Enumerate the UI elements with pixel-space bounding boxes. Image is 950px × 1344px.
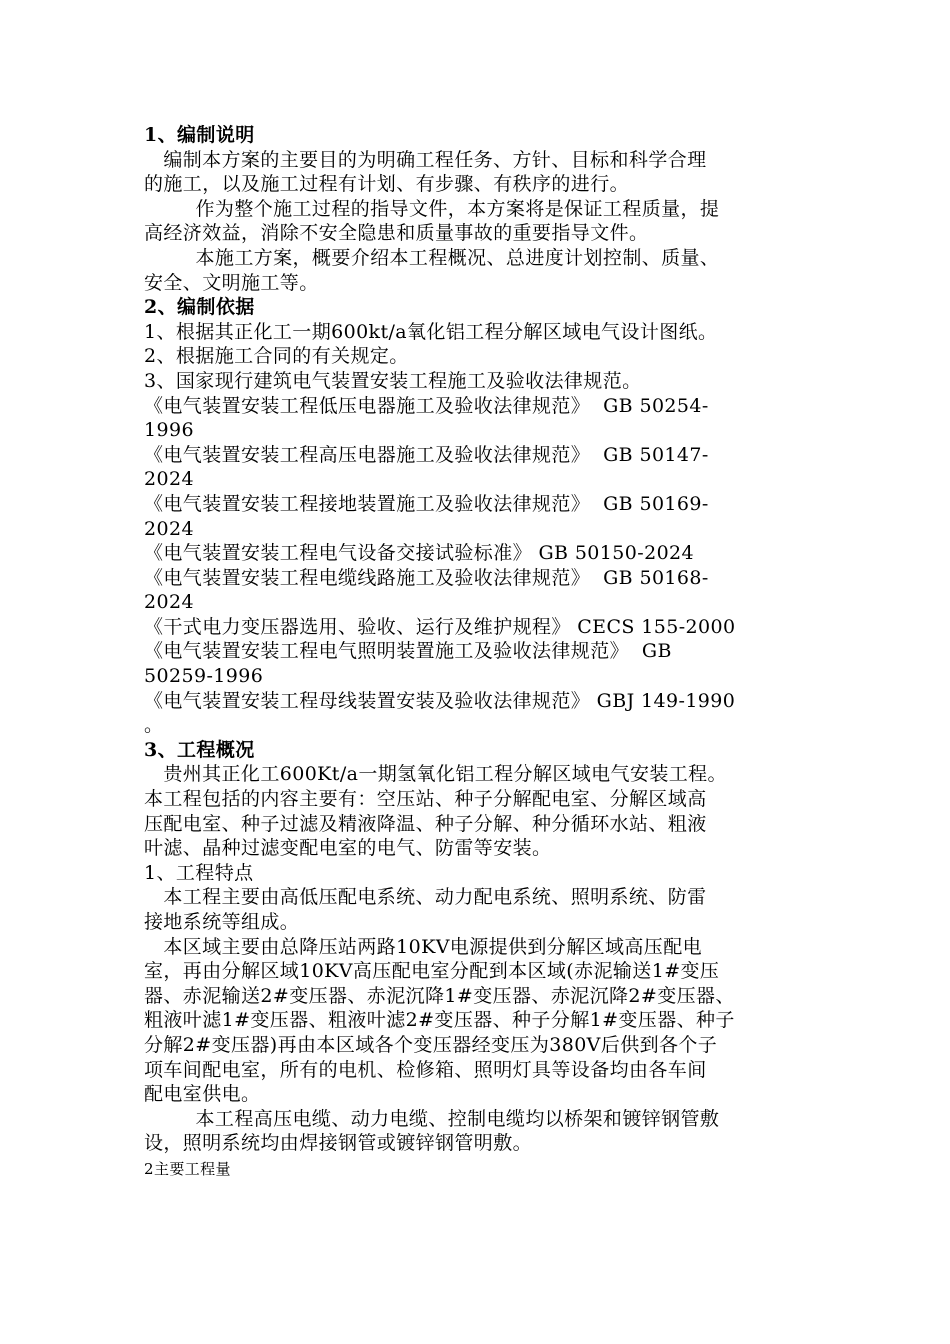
standard-reference: 《电气装置安装工程电气设备交接试验标准》 GB 50150-2024	[144, 542, 695, 565]
paragraph-line: 接地系统等组成。	[144, 911, 300, 933]
standard-reference: 《电气装置安装工程电气照明装置施工及验收法律规范》 GB	[144, 640, 672, 663]
section-heading-2: 2、编制依据	[144, 296, 255, 319]
list-item: 2、根据施工合同的有关规定。	[144, 345, 409, 368]
subsection-heading-small: 2主要工程量	[144, 1159, 231, 1178]
paragraph-line: 本区域主要由总降压站两路10KV电源提供到分解区域高压配电	[144, 935, 703, 958]
list-item: 3、国家现行建筑电气装置安装工程施工及验收法律规范。	[144, 369, 642, 392]
paragraph-line: 编制本方案的主要目的为明确工程任务、方针、目标和科学合理	[144, 148, 707, 171]
standard-reference: 《电气装置安装工程低压电器施工及验收法律规范》 GB 50254-	[144, 394, 709, 417]
standard-reference-cont: 2024	[144, 517, 194, 540]
paragraph-line: 贵州其正化工600Kt/a一期氢氧化铝工程分解区域电气安装工程。	[144, 763, 727, 786]
section-heading-1: 1、编制说明	[144, 124, 255, 146]
paragraph-line: 器、赤泥输送2#变压器、赤泥沉降1#变压器、赤泥沉降2#变压器、	[144, 984, 735, 1007]
paragraph-line: 配电室供电。	[144, 1083, 261, 1106]
standard-reference-cont: 。	[144, 714, 164, 737]
paragraph-line: 高经济效益，消除不安全隐患和质量事故的重要指导文件。	[144, 222, 649, 245]
paragraph-line: 本施工方案，概要介绍本工程概况、总进度计划控制、质量、	[144, 246, 720, 269]
paragraph-line: 设，照明系统均由焊接钢管或镀锌钢管明敷。	[144, 1132, 533, 1155]
paragraph-line: 叶滤、晶种过滤变配电室的电气、防雷等安装。	[144, 837, 552, 860]
paragraph-line: 压配电室、种子过滤及精液降温、种子分解、种分循环水站、粗液	[144, 812, 707, 835]
standard-reference: 《电气装置安装工程接地装置施工及验收法律规范》 GB 50169-	[144, 492, 709, 515]
paragraph-line: 作为整个施工过程的指导文件，本方案将是保证工程质量，提	[144, 197, 720, 220]
standard-reference-cont: 2024	[144, 468, 194, 491]
standard-reference-cont: 50259-1996	[144, 665, 264, 688]
standard-reference-cont: 2024	[144, 591, 194, 614]
standard-reference: 《电气装置安装工程电缆线路施工及验收法律规范》 GB 50168-	[144, 566, 709, 589]
paragraph-line: 本工程包括的内容主要有：空压站、种子分解配电室、分解区域高	[144, 788, 707, 811]
paragraph-line: 室，再由分解区域10KV高压配电室分配到本区域(赤泥输送1#变压	[144, 960, 720, 983]
paragraph-line: 的施工，以及施工过程有计划、有步骤、有秩序的进行。	[144, 173, 630, 196]
paragraph-line: 分解2#变压器)再由本区域各个变压器经变压为380V后供到各个子	[144, 1033, 718, 1056]
paragraph-line: 粗液叶滤1#变压器、粗液叶滤2#变压器、种子分解1#变压器、种子	[144, 1009, 735, 1032]
list-item: 1、根据其正化工一期600kt/a氧化铝工程分解区域电气设计图纸。	[144, 320, 718, 343]
paragraph-line: 本工程高压电缆、动力电缆、控制电缆均以桥架和镀锌钢管敷	[144, 1107, 720, 1130]
subsection-heading: 1、工程特点	[144, 861, 254, 884]
paragraph-line: 安全、文明施工等。	[144, 271, 319, 294]
paragraph-line: 项车间配电室，所有的电机、检修箱、照明灯具等设备均由各车间	[144, 1058, 707, 1081]
standard-reference: 《干式电力变压器选用、验收、运行及维护规程》 CECS 155-2000	[144, 615, 736, 638]
paragraph-line: 本工程主要由高低压配电系统、动力配电系统、照明系统、防雷	[144, 886, 707, 909]
section-heading-3: 3、工程概况	[144, 738, 255, 761]
standard-reference-cont: 1996	[144, 419, 194, 442]
standard-reference: 《电气装置安装工程高压电器施工及验收法律规范》 GB 50147-	[144, 443, 709, 466]
standard-reference: 《电气装置安装工程母线装置安装及验收法律规范》 GBJ 149-1990	[144, 689, 736, 712]
